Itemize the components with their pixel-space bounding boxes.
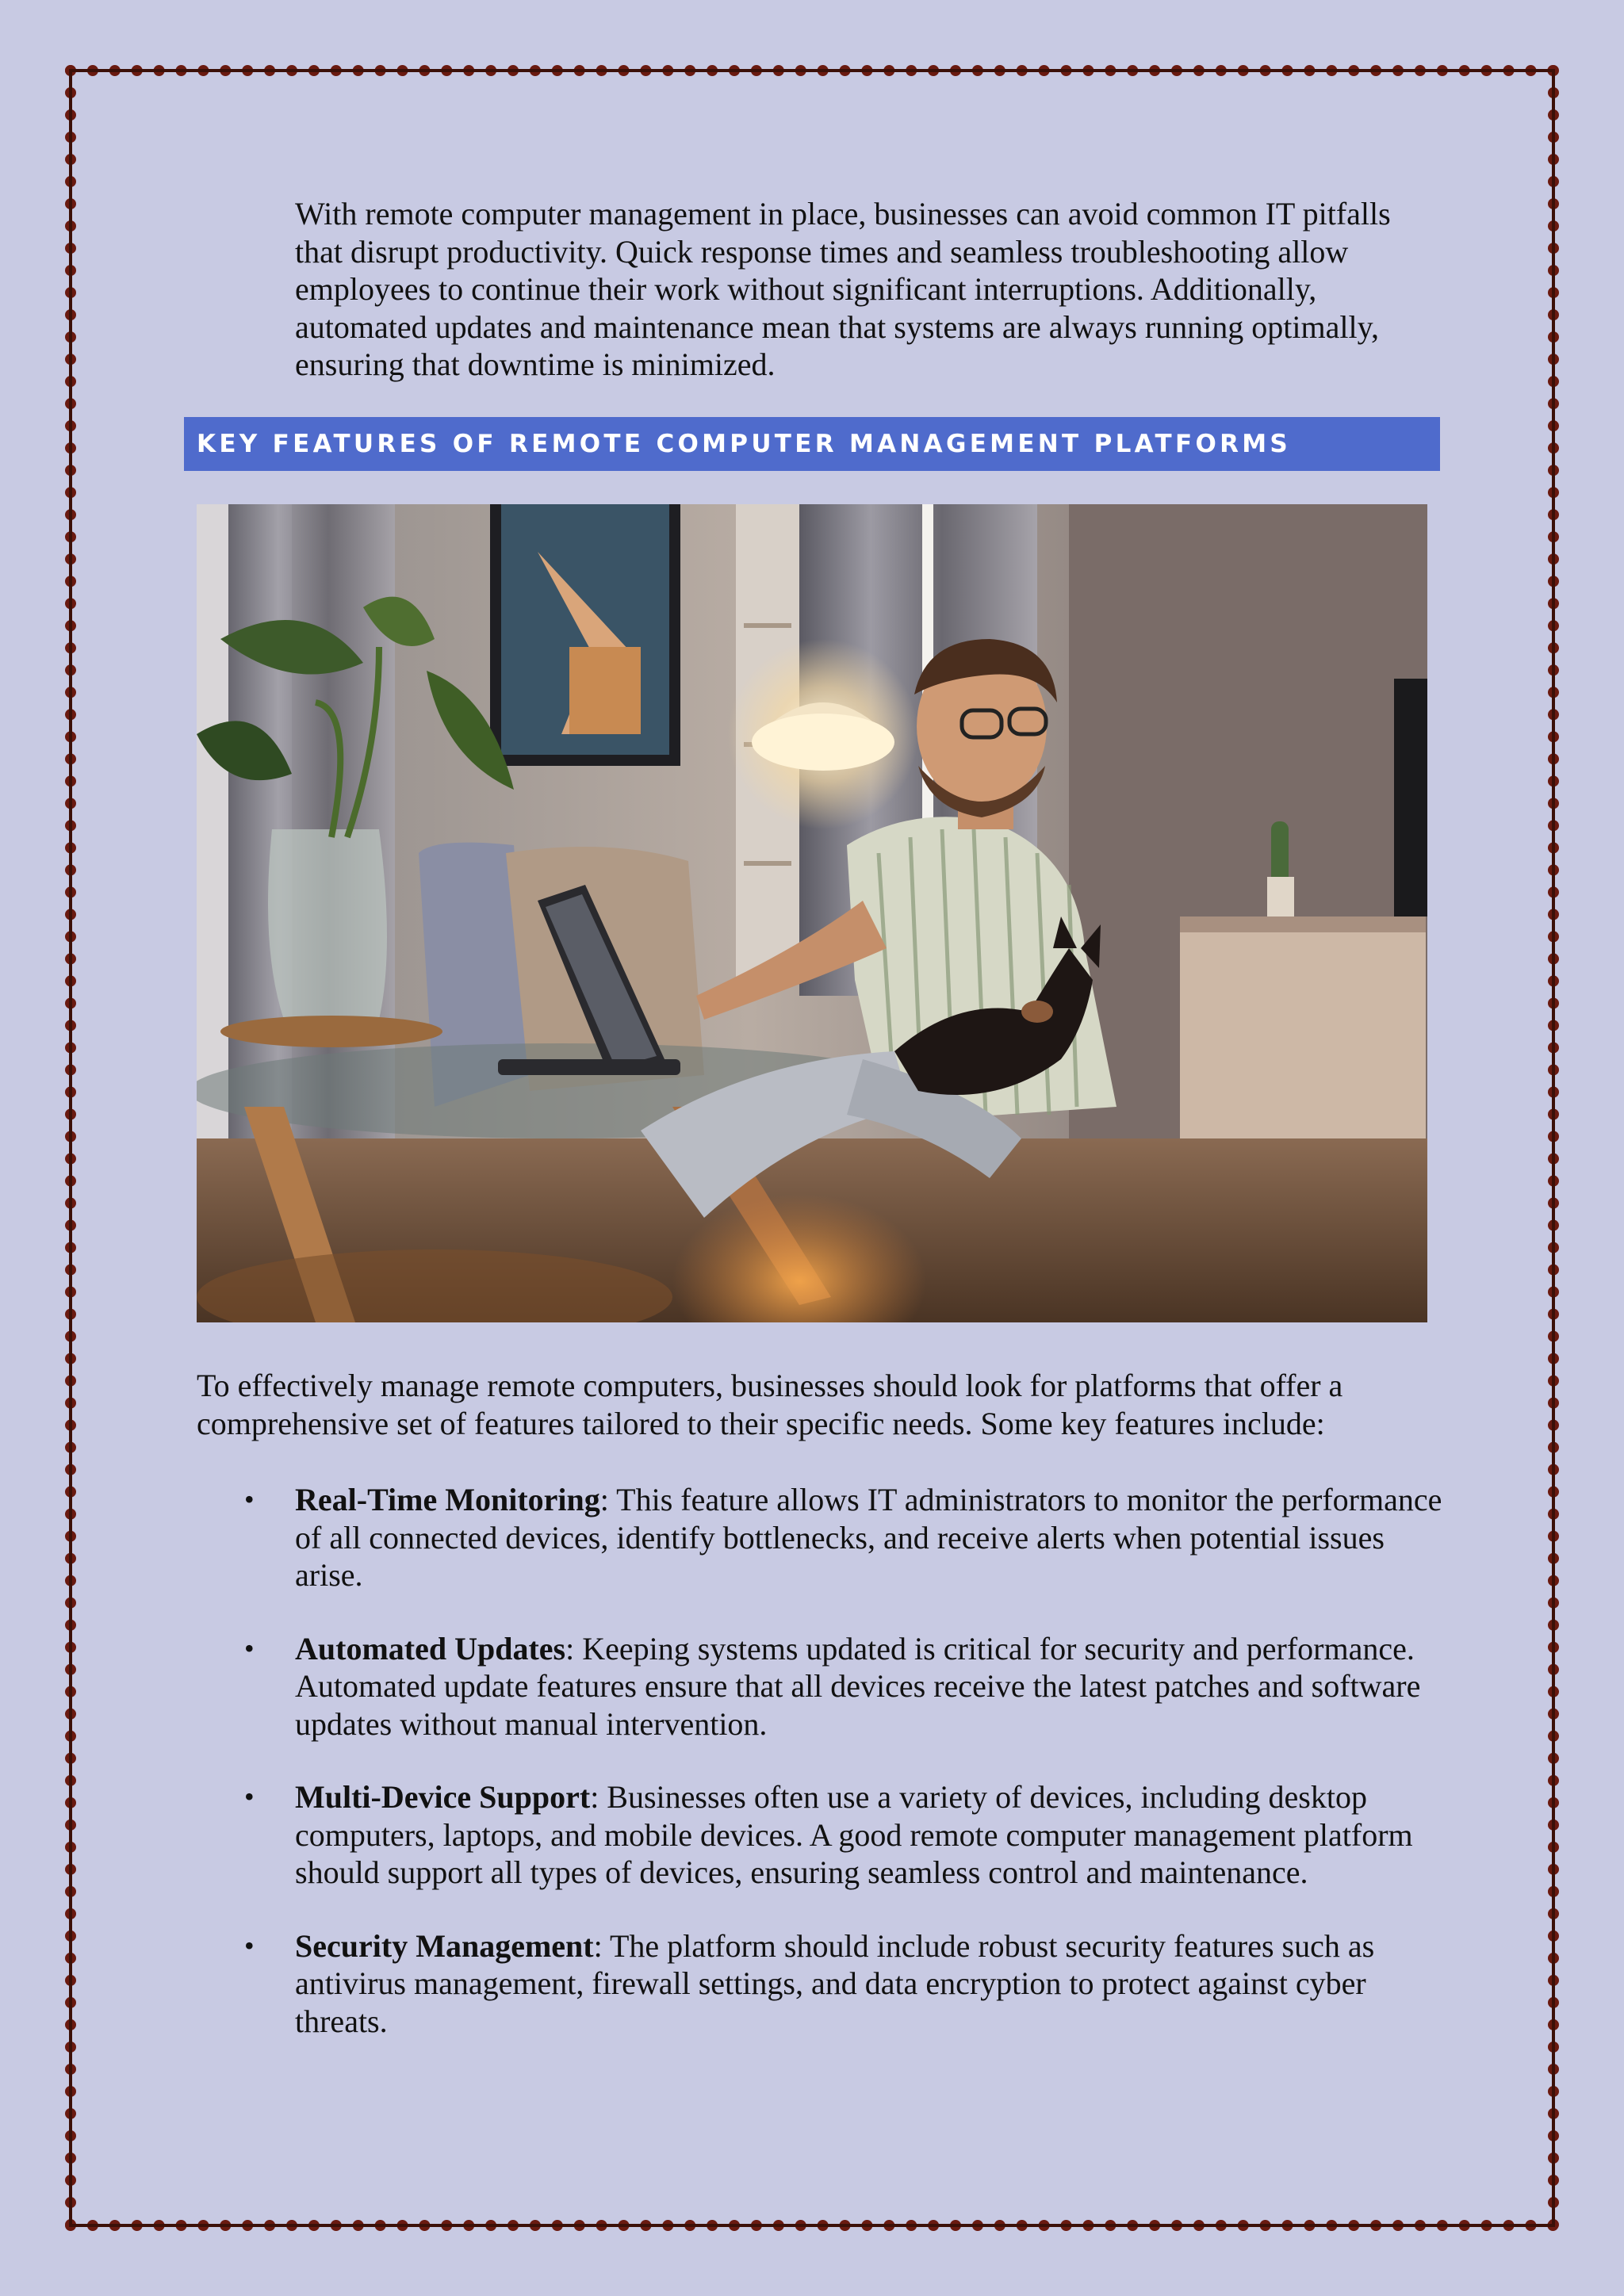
photo-man-working-on-tablet-with-dog bbox=[197, 504, 1427, 1322]
feature-description: : This feature allows IT administrators to monitor the performance of all connected devices, identify bottlenecks, and receive alerts when potential issues arise. bbox=[295, 1482, 1442, 1593]
features-list bbox=[197, 1481, 1450, 2076]
list-item-security-management bbox=[197, 1927, 1453, 2041]
feature-title: Security Management bbox=[295, 1927, 594, 1964]
feature-title: Multi-Device Support bbox=[295, 1779, 591, 1815]
bullet-icon: • bbox=[244, 1929, 255, 1961]
bullet-icon: • bbox=[244, 1632, 255, 1664]
feature-title: Automated Updates bbox=[295, 1630, 566, 1667]
bullet-icon: • bbox=[244, 1483, 255, 1515]
feature-description: : Keeping systems updated is critical for security and performance. Automated update features ensure that all devices receive the latest patches and software updates without manual intervention. bbox=[295, 1630, 1421, 1742]
features-intro-paragraph: To effectively manage remote computers, businesses should look for platforms that offer a comprehensive set of features tailored to their specific needs. Some key features include: bbox=[197, 1368, 1343, 1441]
list-item-real-time-monitoring bbox=[197, 1481, 1453, 1594]
list-item-automated-updates bbox=[197, 1630, 1453, 1743]
intro-paragraph: With remote computer management in place, businesses can avoid common IT pitfalls that disrupt productivity. Quick response times and seamless troubleshooting allow employees to continue their work without significant interruptions. Additionally, automated updates and maintenance mean that systems are always running optimally, ensuring that downtime is minimized. bbox=[295, 196, 1391, 382]
section-heading-bar bbox=[184, 417, 1440, 471]
bullet-icon: • bbox=[244, 1781, 255, 1812]
list-item-multi-device-support bbox=[197, 1778, 1453, 1892]
feature-description: : The platform should include robust security features such as antivirus management, firewall settings, and data encryption to protect against cyber threats. bbox=[295, 1927, 1375, 2039]
section-heading: KEY FEATURES OF REMOTE COMPUTER MANAGEMENT PLATFORMS bbox=[197, 430, 1292, 458]
feature-description: : Businesses often use a variety of devices, including desktop computers, laptops, and mobile devices. A good remote computer management platform should support all types of devices, ensuring seamless control and maintenance. bbox=[295, 1779, 1413, 1890]
feature-title: Real-Time Monitoring bbox=[295, 1482, 600, 1517]
